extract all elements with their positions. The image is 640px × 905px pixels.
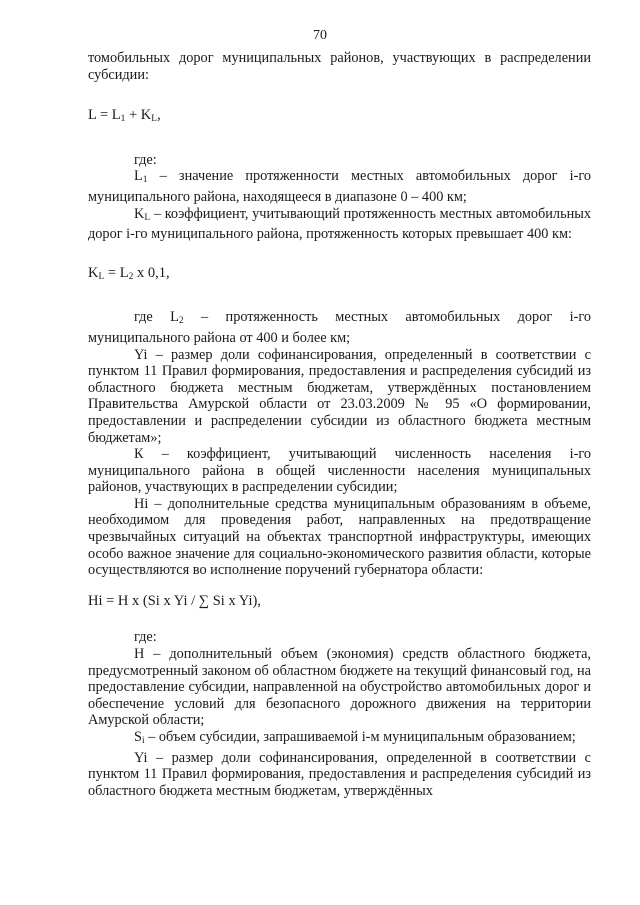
- formula-l: $L = L_1 + K_L$,: [88, 107, 161, 125]
- definition-yi: Yi – размер доли софинансирования, определенный в соответствии с пунктом 11 Правил формирования, предоставления и распределения субсидий из областного бюджета местным бюджетам, утверждённых постановлением Правительства Амурской области от 23.03.2009 № 95 «О формировании, предоставлении и распределении субсидии из областного бюджета местным бюджетам»;: [88, 346, 591, 446]
- formula-hi: Hi = H x (Si x Yi / ∑ Si x Yi),: [88, 592, 261, 609]
- definition-kl: $K_L$ – коэффициент, учитывающий протяженность местных автомобильных дорог i-го муниципального района, протяженность которых превышает 400 км:: [88, 205, 591, 243]
- document-body: [88, 50, 591, 799]
- definition-l1: $L_1$ – значение протяженности местных автомобильных дорог i-го муниципального района, находящееся в диапазоне 0 – 400 км;: [88, 168, 591, 205]
- formula-kl: $K_L = L_2$ х 0,1,: [88, 264, 170, 282]
- definition-hi: Hi – дополнительные средства муниципальным образованиям в объеме, необходимом для проведения работ, направленных на предотвращение чрезвычайных ситуаций на объектах транспортной инфраструктуры, имеющих особо важное значение для социально-экономического развития области, которые осуществляются во исполнение поручений губернатора области:: [88, 495, 591, 579]
- definition-h: H – дополнительный объем (экономия) средств областного бюджета, предусмотренный законом об областном бюджете на текущий финансовый год, на предоставление субсидии, направленной на обустройство автомобильных дорог и обеспечение условий для безопасного дорожного движения на территории Амурской области;: [88, 646, 591, 729]
- definition-l2: где $L_2$ – протяженность местных автомобильных дорог i-го муниципального района от 400 и более км;: [88, 309, 591, 346]
- definition-k: К – коэффициент, учитывающий численность населения i-го муниципального района в общей численности населения муниципальных районов, участвующих в распределении субсидии;: [88, 446, 591, 496]
- definition-yi-2: Yi – размер доли софинансирования, определенной в соответствии с пунктом 11 Правил формирования, предоставления и распределения субсидий из областного бюджета местным бюджетам, утверждённых: [88, 749, 591, 799]
- where-label-2: где:: [134, 629, 157, 646]
- where-label: где:: [134, 151, 157, 168]
- page-number: 70: [313, 28, 327, 43]
- paragraph-continuation: томобильных дорог муниципальных районов, участвующих в распределении субсидии:: [88, 50, 591, 83]
- definition-si: $S_i$ – объем субсидии, запрашиваемой i-м муниципальным образованием;: [134, 729, 576, 746]
